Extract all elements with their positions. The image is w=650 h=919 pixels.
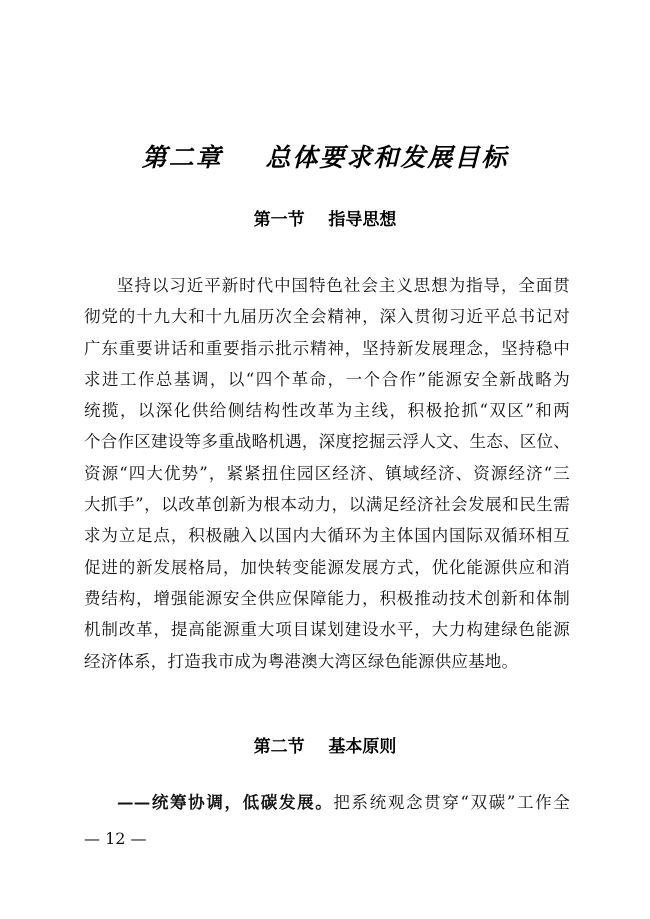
paragraph-guiding-ideology <box>84 270 570 677</box>
paragraph-line: 彻党的十九大和十九届历次全会精神，深入贯彻习近平总书记对 <box>84 307 570 327</box>
principle-text: 把系统观念贯穿“双碳”工作全 <box>333 793 570 812</box>
paragraph-line: 坚持以习近平新时代中国特色社会主义思想为指导，全面贯 <box>117 276 570 295</box>
principle-heading: ——统筹协调，低碳发展。 <box>117 793 334 812</box>
section-title-basic-principles: 第二节 基本原则 <box>253 737 397 757</box>
paragraph-line: 资源“四大优势”，紧紧扭住园区经济、镇域经济、资源经济“三 <box>84 463 570 483</box>
page-number: — 12 — <box>84 829 147 848</box>
paragraph-line: 求进工作总基调，以“四个革命，一个合作”能源安全新战略为 <box>84 369 570 389</box>
paragraph-line: 经济体系，打造我市成为粤港澳大湾区绿色能源供应基地。 <box>84 651 519 671</box>
paragraph-line: 促进的新发展格局，加快转变能源发展方式，优化能源供应和消 <box>84 557 570 577</box>
paragraph-line: 求为立足点，积极融入以国内大循环为主体国内国际双循环相互 <box>84 526 570 546</box>
paragraph-basic-principles <box>84 787 570 818</box>
paragraph-line: 广东重要讲话和重要指示批示精神，坚持新发展理念，坚持稳中 <box>84 338 570 358</box>
section-title-guiding-ideology: 第一节 指导思想 <box>253 210 397 230</box>
paragraph-line: 统揽，以深化供给侧结构性改革为主线，积极抢抓“双区”和两 <box>84 401 570 421</box>
paragraph-line: 大抓手”，以改革创新为根本动力，以满足经济社会发展和民生需 <box>84 495 570 515</box>
chapter-title: 第二章 总体要求和发展目标 <box>141 143 509 172</box>
paragraph-line <box>84 787 570 818</box>
paragraph-line: 个合作区建设等多重战略机遇，深度挖掘云浮人文、生态、区位、 <box>84 432 570 452</box>
paragraph-line: 机制改革，提高能源重大项目谋划建设水平，大力构建绿色能源 <box>84 620 570 640</box>
paragraph-line: 费结构，增强能源安全供应保障能力，积极推动技术创新和体制 <box>84 588 570 608</box>
